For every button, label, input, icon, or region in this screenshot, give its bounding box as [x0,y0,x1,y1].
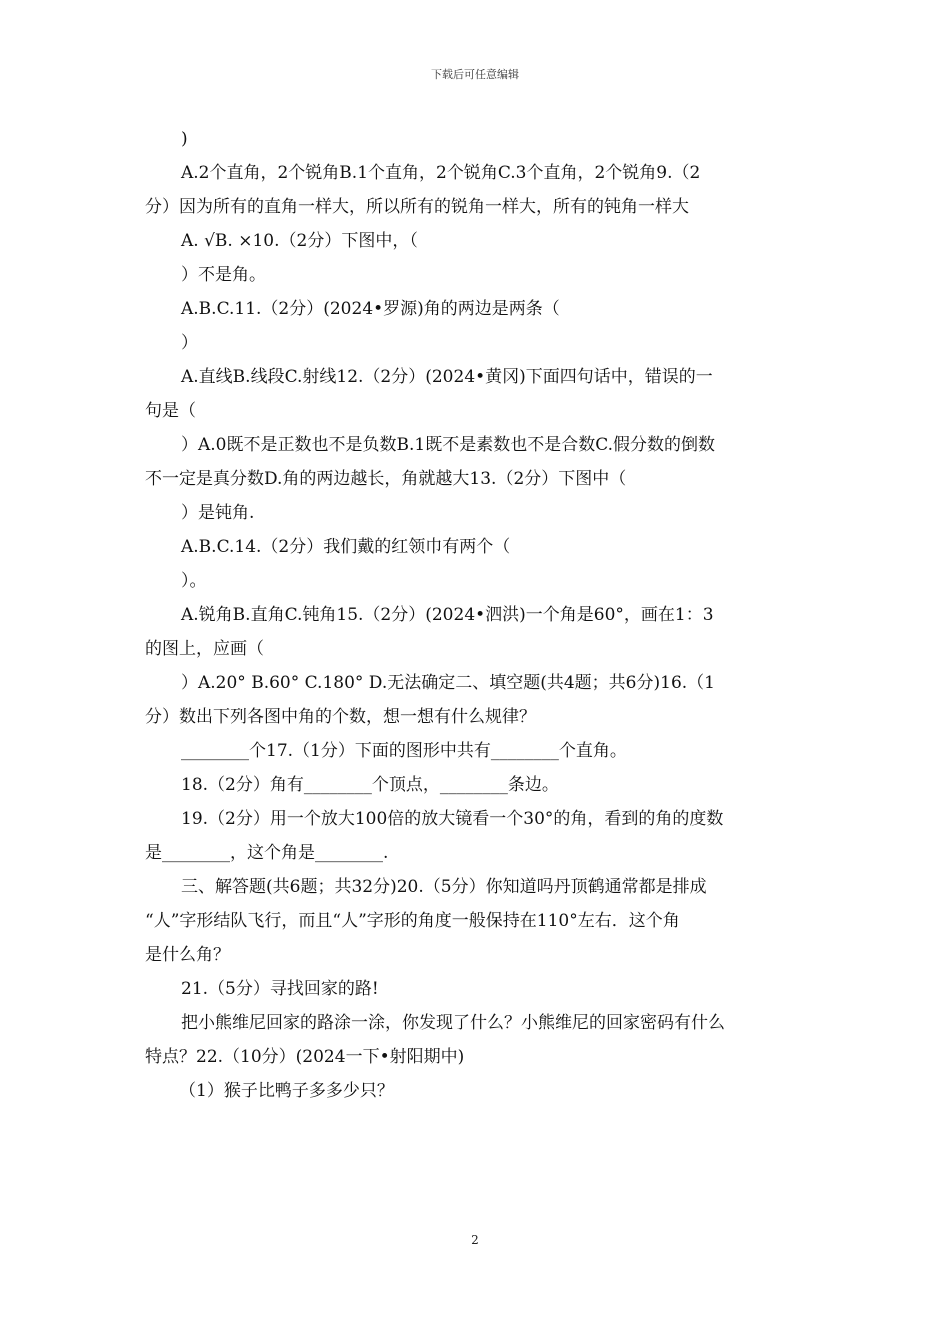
text-line: 不一定是真分数D.角的两边越长，角就越大13.（2分）下图中（ [145,469,627,489]
text-line: 分）数出下列各图中角的个数，想一想有什么规律？ [145,707,536,727]
text-line: ）。 [181,571,207,591]
text-line: A.直线B.线段C.射线12.（2分）(2024•黄冈)下面四句话中，错误的一 [181,367,713,387]
text-line: ） [181,333,198,353]
text-line: A.2个直角，2个锐角B.1个直角，2个锐角C.3个直角，2个锐角9.（2 [181,163,701,183]
text-line: 是什么角？ [145,945,230,965]
text-line: 的图上，应画（ [145,639,264,659]
document-body [145,122,810,1108]
text-line: ）是钝角. [181,503,255,523]
text-line: ）A.20° B.60° C.180° D.无法确定二、填空题(共4题；共6分)16.（1 [181,673,715,693]
text-line: 19.（2分）用一个放大100倍的放大镜看一个30°的角，看到的角的度数 [181,809,724,829]
text-line: 特点？22.（10分）(2024一下•射阳期中) [145,1047,465,1067]
text-line: 是________，这个角是________. [145,843,389,863]
text-line: A.B.C.14.（2分）我们戴的红领巾有两个（ [181,537,511,557]
text-line: A.B.C.11.（2分）(2024•罗源)角的两边是两条（ [181,299,560,319]
text-line: 句是（ [145,401,196,421]
page-header: 下载后可任意编辑 [431,68,519,81]
text-line: ________个17.（1分）下面的图形中共有________个直角。 [181,741,627,761]
text-line: ）不是角。 [181,265,266,285]
text-line: 分）因为所有的直角一样大，所以所有的锐角一样大，所有的钝角一样大 [145,197,689,217]
text-line: 三、解答题(共6题；共32分)20.（5分）你知道吗丹顶鹤通常都是排成 [181,877,707,897]
text-line: ）A.0既不是正数也不是负数B.1既不是素数也不是合数C.假分数的倒数 [181,435,716,455]
text-line: A. √B. ×10.（2分）下图中，（ [181,231,418,251]
text-line: 把小熊维尼回家的路涂一涂，你发现了什么？小熊维尼的回家密码有什么 [181,1013,725,1033]
text-line: 21.（5分）寻找回家的路! [181,979,379,999]
text-line: 18.（2分）角有________个顶点，________条边。 [181,775,559,795]
text-line: ) [181,129,188,149]
text-line: A.锐角B.直角C.钝角15.（2分）(2024•泗洪)一个角是60°，画在1：3 [181,605,714,625]
text-line: “人”字形结队飞行，而且“人”字形的角度一般保持在110°左右．这个角 [145,911,680,931]
text-line: （1）猴子比鸭子多多少只？ [179,1081,394,1101]
page-number: 2 [471,1233,479,1247]
